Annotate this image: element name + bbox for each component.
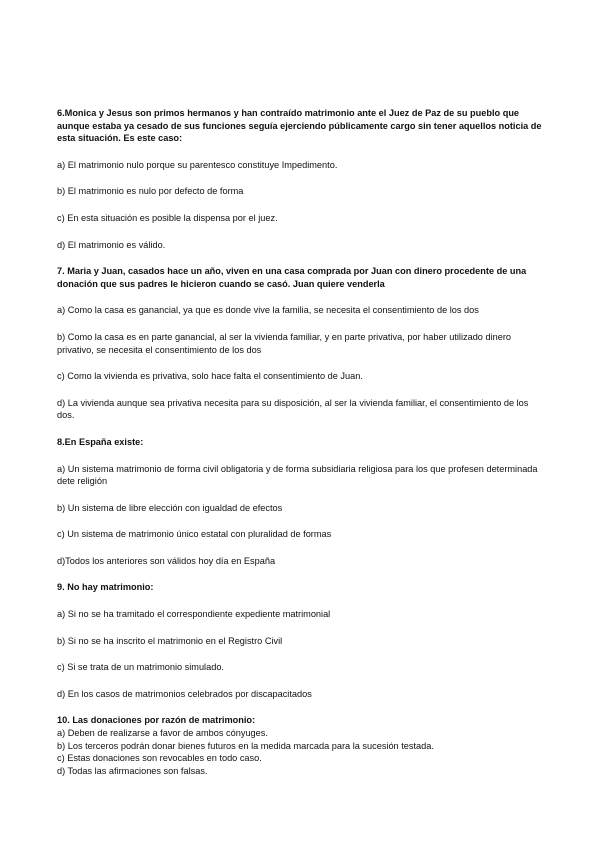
question-6-option-d: d) El matrimonio es válido. — [57, 239, 166, 250]
question-8 — [57, 436, 547, 568]
question-7-option-d: d) La vivienda aunque sea privativa necesita para su disposición, al ser la vivienda familiar, el consentimiento de los dos. — [57, 397, 529, 421]
question-10-title: 10. Las donaciones por razón de matrimonio: — [57, 715, 256, 726]
question-list — [57, 107, 547, 777]
question-8-option-a: a) Un sistema matrimonio de forma civil obligatoria y de forma subsidiaria religiosa para los que profesen determinada dete religión — [57, 463, 538, 487]
question-6-title: 6.Monica y Jesus son primos hermanos y han contraído matrimonio ante el Juez de Paz de su pueblo que aunque estaba ya cesado de sus funciones seguía ejerciendo públicamente cargo sin tener aquellos noticia de esta situación. Es este caso: — [57, 108, 542, 144]
question-9-option-a: a) Si no se ha tramitado el correspondiente expediente matrimonial — [57, 609, 331, 620]
question-10-option-a: a) Deben de realizarse a favor de ambos cónyuges. — [57, 728, 268, 739]
question-7-option-a: a) Como la casa es ganancial, ya que es donde vive la familia, se necesita el consentimiento de los dos — [57, 305, 479, 316]
question-10 — [57, 714, 547, 777]
question-6-option-b: b) El matrimonio es nulo por defecto de forma — [57, 186, 244, 197]
question-7-title: 7. Maria y Juan, casados hace un año, viven en una casa comprada por Juan con dinero procedente de una donación que sus padres le hicieron cuando se casó. Juan quiere venderla — [57, 266, 527, 289]
question-8-title: 8.En España existe: — [57, 436, 144, 447]
question-9-option-b: b) Si no se ha inscrito el matrimonio en el Registro Civil — [57, 635, 283, 646]
question-6-option-c: c) En esta situación es posible la dispensa por el juez. — [57, 212, 278, 223]
question-10-option-b: b) Los terceros podrán donar bienes futuros en la medida marcada para la sucesión testada. — [57, 740, 434, 751]
question-10-option-d: d) Todas las afirmaciones son falsas. — [57, 765, 208, 776]
question-9-option-d: d) En los casos de matrimonios celebrados por discapacitados — [57, 688, 312, 699]
question-8-option-b: b) Un sistema de libre elección con igualdad de efectos — [57, 502, 283, 513]
question-7 — [57, 265, 547, 422]
question-7-option-c: c) Como la vivienda es privativa, solo hace falta el consentimiento de Juan. — [57, 371, 363, 382]
question-8-option-d: d)Todos los anteriores son válidos hoy día en España — [57, 555, 276, 566]
question-9-title: 9. No hay matrimonio: — [57, 582, 154, 593]
question-7-option-b: b) Como la casa es en parte ganancial, al ser la vivienda familiar, y en parte privativa, por haber utilizado dinero privativo, se necesita el consentimiento de los dos — [57, 331, 512, 355]
question-6 — [57, 107, 547, 251]
question-9 — [57, 581, 547, 700]
question-8-option-c: c) Un sistema de matrimonio único estatal con pluralidad de formas — [57, 529, 332, 540]
question-6-option-a: a) El matrimonio nulo porque su parentesco constituye Impedimento. — [57, 159, 338, 170]
question-10-option-c: c) Estas donaciones son revocables en todo caso. — [57, 753, 262, 764]
question-9-option-c: c) Si se trata de un matrimonio simulado. — [57, 662, 224, 673]
